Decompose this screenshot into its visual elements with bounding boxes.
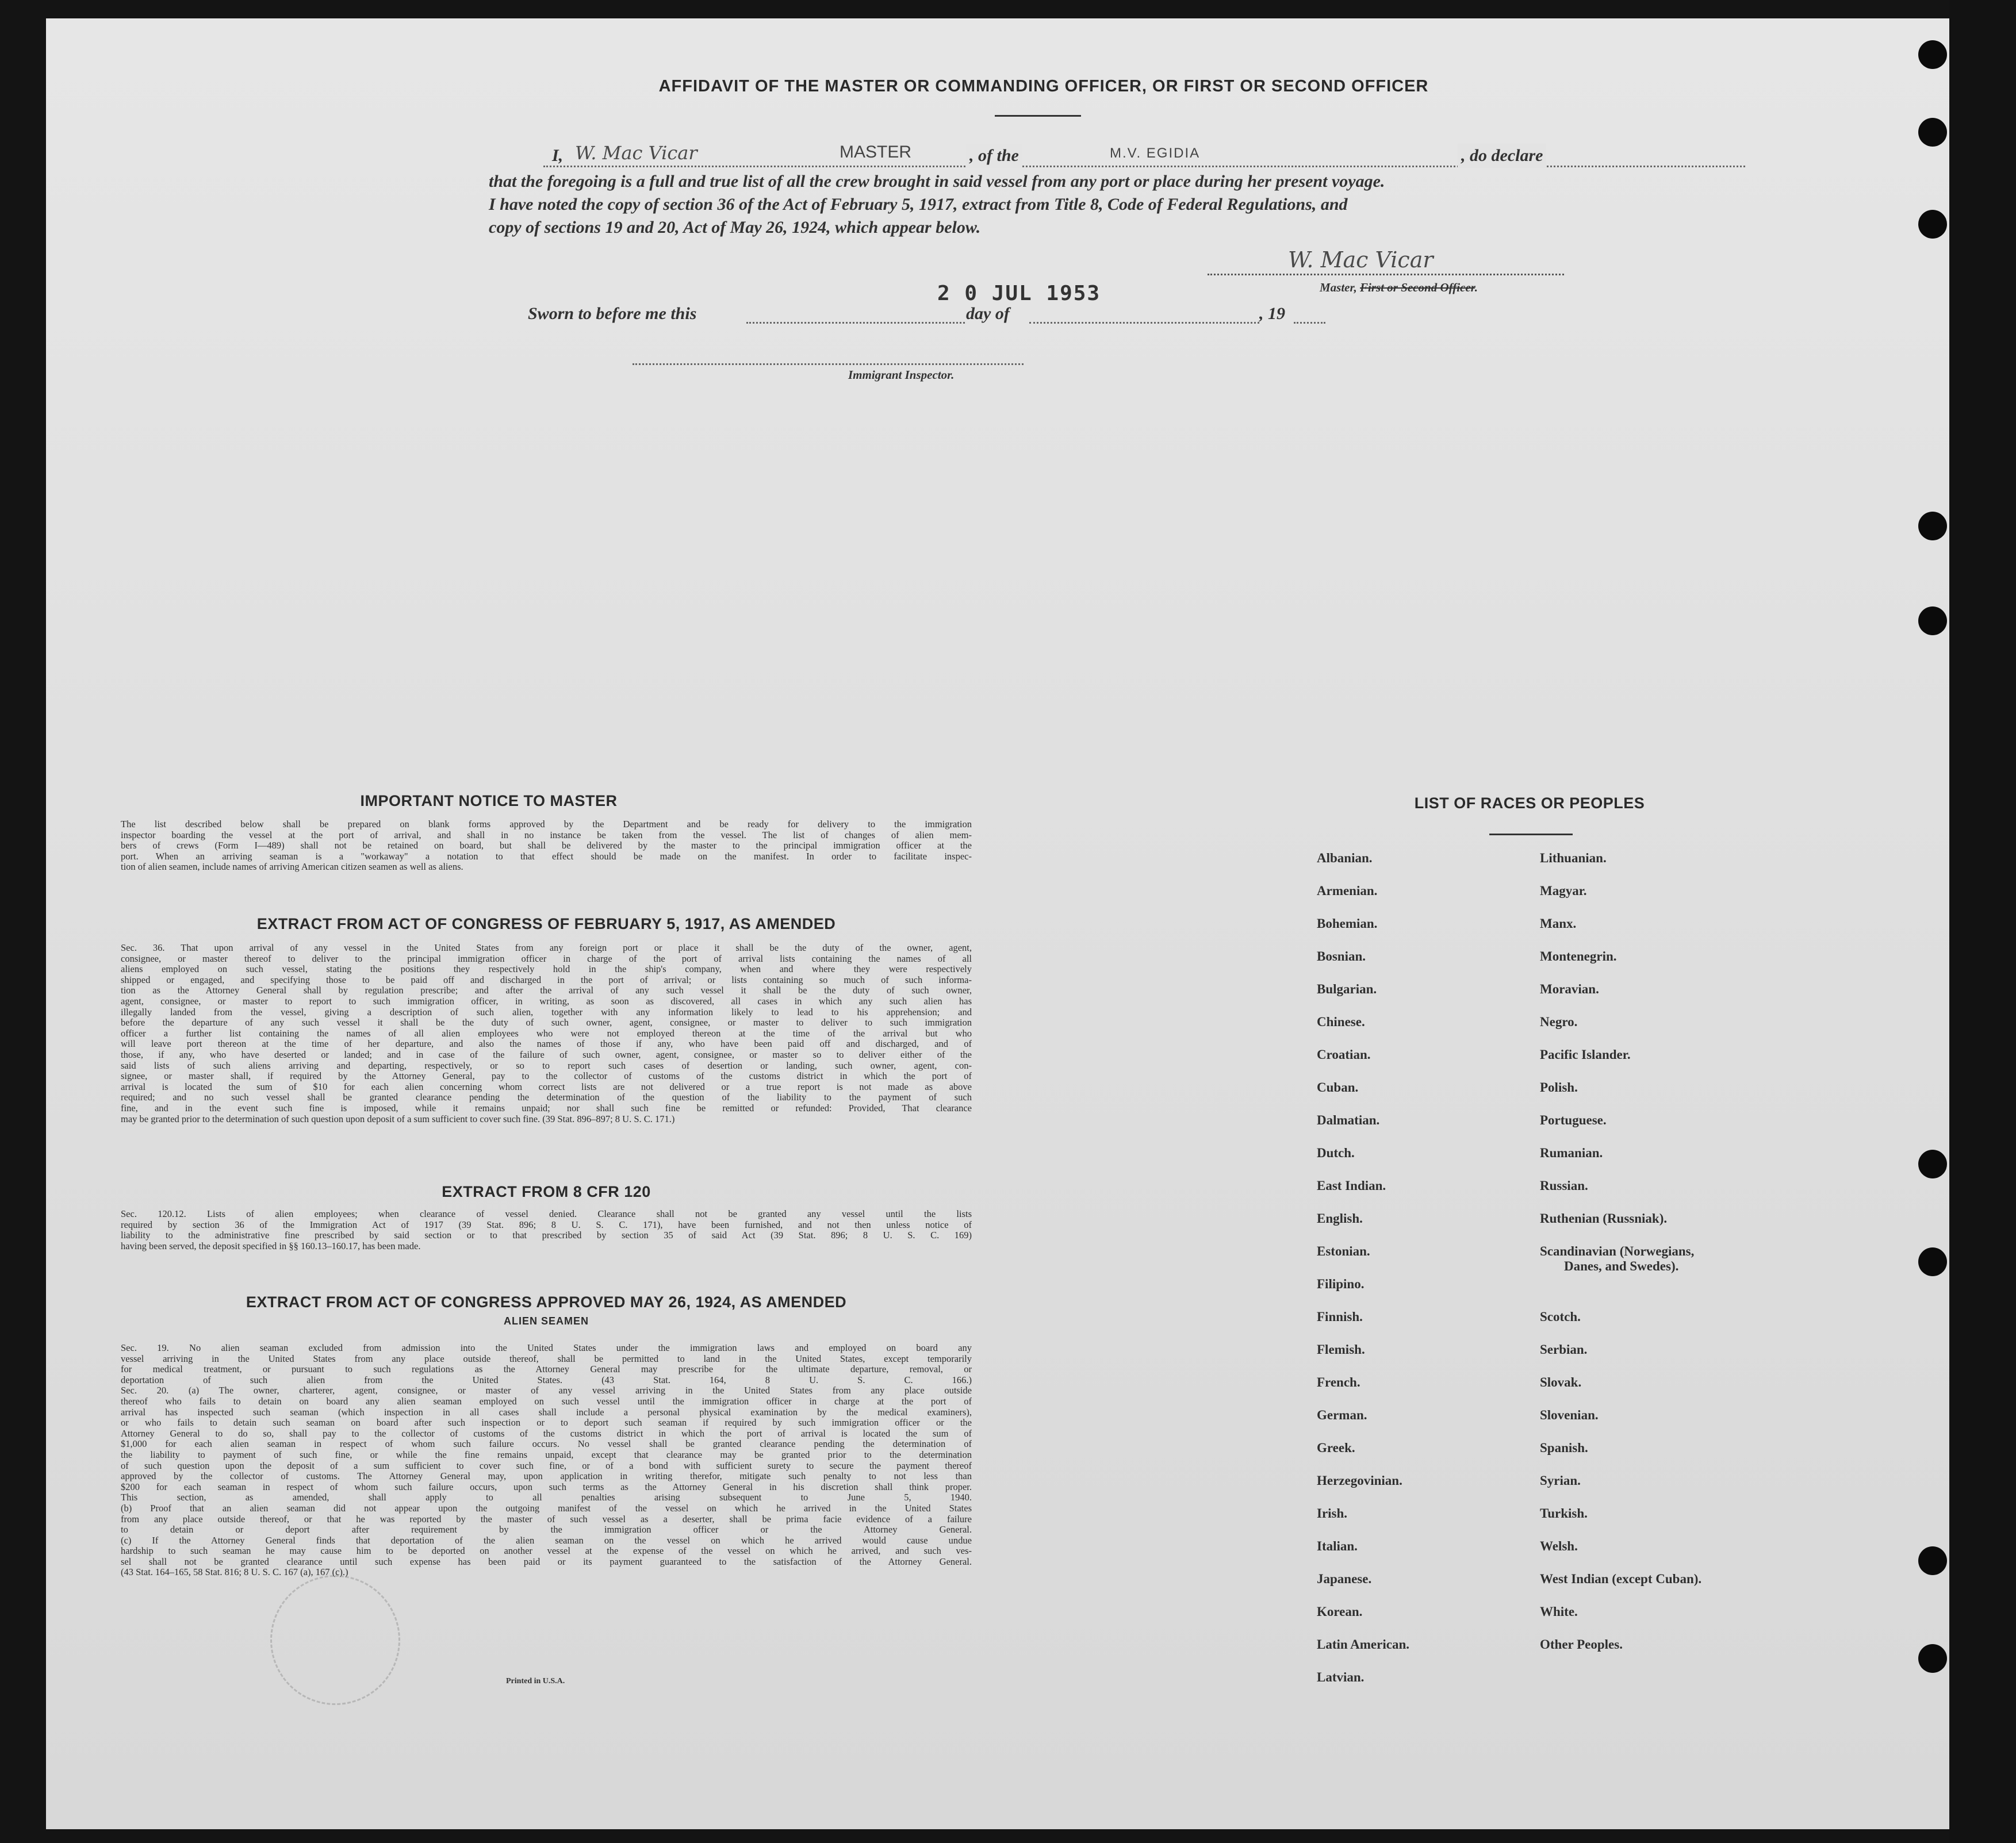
signature-caption: Master, First or Second Officer. xyxy=(1320,281,1478,294)
notice-title: IMPORTANT NOTICE TO MASTER xyxy=(360,792,618,809)
act1917-line: shipped or engaged, and specifying those to be paid off and discharged in the port of arrival; or lists containing so much of such informa- xyxy=(121,974,972,985)
race-item: Lithuanian. xyxy=(1540,851,1607,865)
binder-hole xyxy=(1918,1644,1947,1673)
notice-line: tion of alien seamen, include names of arriving American citizen seamen as well as aliens. xyxy=(121,861,463,873)
act1924-line: or who fails to detain such seaman on board after such inspection or to deport such seaman if required by such immigration officer or the xyxy=(121,1417,972,1429)
race-item: Flemish. xyxy=(1317,1342,1365,1357)
race-item: Japanese. xyxy=(1317,1572,1372,1586)
race-item: Herzegovinian. xyxy=(1317,1473,1402,1488)
race-item: Manx. xyxy=(1540,916,1577,931)
binder-hole xyxy=(1918,40,1947,69)
notice-line: The list described below shall be prepared on blank forms approved by the Department and be ready for delivery to the immigration xyxy=(121,819,972,830)
title-rule xyxy=(995,115,1081,117)
affidavit-line-3: I have noted the copy of section 36 of the Act of February 5, 1917, extract from Title 8, Code of Federal Regulations, and xyxy=(489,195,1348,214)
affidavit-line-4: copy of sections 19 and 20, Act of May 26, 1924, which appear below. xyxy=(489,218,981,237)
cfr-title: EXTRACT FROM 8 CFR 120 xyxy=(442,1183,651,1200)
binder-hole xyxy=(1918,1247,1947,1276)
notice-line: port. When an arriving seaman is a "workaway" a notation to that effect should be made on the manifest. In order to facilitate inspec- xyxy=(121,850,972,862)
race-item: Bosnian. xyxy=(1317,949,1366,963)
race-item: Negro. xyxy=(1540,1015,1578,1029)
race-item: Irish. xyxy=(1317,1506,1348,1521)
race-item: Ruthenian (Russniak). xyxy=(1540,1211,1668,1226)
act1924-line: the liability to payment of such fine, or while the fine remains unpaid, except that clearance may be granted prior to the determination xyxy=(121,1449,972,1460)
date-stamp: 2 0 JUL 1953 xyxy=(937,282,1101,305)
race-item: Bulgarian. xyxy=(1317,982,1377,996)
act1917-line: may be granted prior to the determination of such question upon deposit of a sum sufficient to cover such fine. (39 Stat. 896–897; 8 U. S. C. 171.) xyxy=(121,1113,675,1124)
race-item: Montenegrin. xyxy=(1540,949,1617,963)
race-item: English. xyxy=(1317,1211,1363,1226)
act1917-line: aliens employed on such vessel, stating the positions they respectively hold in the ship's company, when and where they were respectively xyxy=(121,963,972,975)
races-title: LIST OF RACES OR PEOPLES xyxy=(1414,794,1645,812)
race-item: Chinese. xyxy=(1317,1015,1365,1029)
notice-body xyxy=(121,819,972,873)
printed-in-usa: Printed in U.S.A. xyxy=(506,1677,565,1685)
act1924-line: of such question upon the deposit of a sum sufficient to cover such fine, or of a bond with sufficient surety to secure the payment thereof xyxy=(121,1460,972,1471)
act1924-line: $1,000 for each alien seaman in respect of whom such failure occurs. No vessel shall be granted clearance pending the determination of xyxy=(121,1438,972,1450)
inspector-line xyxy=(633,363,1024,365)
act1917-line: tion as the Attorney General shall by regulation prescribe; and after the arrival of any such vessel it shall be the duty of such owner, xyxy=(121,985,972,996)
race-item: Finnish. xyxy=(1317,1310,1363,1324)
act1924-line: approved by the collector of customs. The Attorney General may, upon application in writing therefor, mitigate such penalty to not less than xyxy=(121,1470,972,1482)
race-item: Filipino. xyxy=(1317,1277,1365,1291)
act1924-line: vessel arriving in the United States from any place outside thereof, shall be permitted to land in the United States, except temporarily xyxy=(121,1353,972,1364)
race-item: Slovak. xyxy=(1540,1375,1582,1389)
vessel-name: M.V. EGIDIA xyxy=(1110,145,1201,161)
race-item: Russian. xyxy=(1540,1178,1588,1193)
act1917-line: those, if any, who have deserted or landed; and in case of the failure of such owner, agent, consignee, or master so to deliver either of the xyxy=(121,1049,972,1060)
master-signature: W. Mac Vicar xyxy=(1288,247,1434,272)
race-item: Dalmatian. xyxy=(1317,1113,1380,1127)
master-rank: MASTER xyxy=(840,143,912,162)
race-item: Greek. xyxy=(1317,1441,1355,1455)
affidavit-line-2: that the foregoing is a full and true list of all the crew brought in said vessel from any port or place during her present voyage. xyxy=(489,172,1385,191)
race-item: White. xyxy=(1540,1604,1578,1619)
signature-line xyxy=(1208,274,1564,275)
race-item: Cuban. xyxy=(1317,1080,1359,1095)
cfr-line: having been served, the deposit specified in §§ 160.13–160.17, has been made. xyxy=(121,1240,421,1251)
inspector-caption: Immigrant Inspector. xyxy=(848,368,955,382)
declare-label: , do declare xyxy=(1458,144,1546,168)
race-item: German. xyxy=(1317,1408,1367,1422)
binder-hole xyxy=(1918,118,1947,147)
race-item: Welsh. xyxy=(1540,1539,1578,1553)
act1924-title: EXTRACT FROM ACT OF CONGRESS APPROVED MAY 26, 1924, AS AMENDED xyxy=(246,1293,847,1311)
act1917-line: required; and no such vessel shall be granted clearance pending the determination of the question of the liability to the payment of such xyxy=(121,1092,972,1103)
master-name: W. Mac Vicar xyxy=(575,142,697,164)
act1924-line: for medical treatment, or pursuant to such regulations as the Attorney General may prescribe for the ultimate departure, removal, or xyxy=(121,1364,972,1375)
race-item: Serbian. xyxy=(1540,1342,1588,1357)
declaration-dotted-line xyxy=(543,166,1745,167)
binder-hole xyxy=(1918,1150,1947,1178)
race-item: Italian. xyxy=(1317,1539,1358,1553)
act1924-line: from any place outside thereof, or that he was reported by the master of such vessel as a deserter, shall be prima facie evidence of a failure xyxy=(121,1513,972,1525)
act1924-line: hardship to such seaman he may cause him to be deported on another vessel at the expense of the vessel on which he arrived, and such ves- xyxy=(121,1545,972,1557)
act1924-line: thereof who fails to detain on board any alien seaman employed on such vessel until the immigration officer in charge at the port of xyxy=(121,1395,972,1407)
cfr-line: Sec. 120.12. Lists of alien employees; when clearance of vessel denied. Clearance shall not be granted any vessel until the lists xyxy=(121,1208,972,1219)
race-item: Albanian. xyxy=(1317,851,1373,865)
of-the-label: , of the xyxy=(966,144,1022,168)
act1924-line: This section, as amended, shall apply to all penalties arising subsequent to June 5, 1940. xyxy=(121,1492,972,1503)
races-rule xyxy=(1489,834,1573,835)
notice-line: inspector boarding the vessel at the port of arrival, and shall in no instance be taken from the vessel. The list of changes of alien mem- xyxy=(121,829,972,840)
race-item: Latvian. xyxy=(1317,1670,1365,1684)
sworn-label: Sworn to before me this xyxy=(528,304,697,323)
race-item: Croatian. xyxy=(1317,1047,1371,1062)
binder-hole xyxy=(1918,606,1947,635)
act1924-line: sel shall not be granted clearance until such expense has been paid or its payment guaranteed to the satisfaction of the Attorney General. xyxy=(121,1556,972,1567)
act1917-line: officer a further list containing the names of all alien employees who were not employed thereon at the time of the arrival but who xyxy=(121,1027,972,1039)
act1924-line: deportation of such alien from the United States. (43 Stat. 164, 8 U. S. C. 166.) xyxy=(121,1374,972,1385)
race-item: Armenian. xyxy=(1317,884,1378,898)
notice-line: bers of crews (Form I—489) shall not be retained on board, but shall be delivered by the master to the principal immigration officer at the xyxy=(121,840,972,851)
race-item: Pacific Islander. xyxy=(1540,1047,1631,1062)
binder-hole xyxy=(1918,210,1947,239)
cfr-body xyxy=(121,1209,972,1251)
affidavit-title: AFFIDAVIT OF THE MASTER OR COMMANDING OFFICER, OR FIRST OR SECOND OFFICER xyxy=(658,77,1429,95)
race-item: Dutch. xyxy=(1317,1146,1355,1160)
act1917-line: before the departure of any such vessel it shall be the duty of such owner, agent, consignee, or master to deliver to such immigration xyxy=(121,1017,972,1028)
race-item: Korean. xyxy=(1317,1604,1363,1619)
act1924-line: (c) If the Attorney General finds that deportation of the alien seaman on the vessel on which he arrived would cause undue xyxy=(121,1534,972,1546)
act1924-line: $200 for each seaman in respect of whom such failure occurs, upon such terms as the Attorney General in his discretion shall think proper. xyxy=(121,1481,972,1492)
act1924-line: arrival has inspected such seaman (which inspection in all cases shall include a personal physical examination by the medical examiners), xyxy=(121,1406,972,1418)
race-item: Portuguese. xyxy=(1540,1113,1607,1127)
race-item: East Indian. xyxy=(1317,1178,1386,1193)
act1917-body xyxy=(121,943,972,1124)
act1917-line: Sec. 36. That upon arrival of any vessel in the United States from any foreign port or place it shall be the duty of the owner, agent, xyxy=(121,942,972,953)
race-item: West Indian (except Cuban). xyxy=(1540,1572,1702,1586)
act1917-line: consignee, or master thereof to deliver to the principal immigration officer in charge of the port of arrival lists containing the names of all xyxy=(121,953,972,964)
day-of-label: day of xyxy=(966,304,1010,323)
race-item: Scandinavian (Norwegians, xyxy=(1540,1244,1695,1258)
binder-hole xyxy=(1918,512,1947,540)
race-item: Magyar. xyxy=(1540,884,1587,898)
year-label: , 19 xyxy=(1259,304,1285,323)
act1924-line: (b) Proof that an alien seaman did not appear upon the outgoing manifest of the vessel on which he arrived in the United States xyxy=(121,1502,972,1514)
act1924-line: (43 Stat. 164–165, 58 Stat. 816; 8 U. S. C. 167 (a), 167 (c).) xyxy=(121,1566,348,1578)
race-item: Turkish. xyxy=(1540,1506,1588,1521)
act1924-line: to detain or deport after requirement by the immigration officer or the Attorney General. xyxy=(121,1524,972,1535)
act1924-line: Sec. 20. (a) The owner, charterer, agent, consignee, or master of any vessel arriving in the United States from any place outside xyxy=(121,1385,972,1396)
race-item: Latin American. xyxy=(1317,1637,1409,1652)
act1924-line: Attorney General to do so, shall pay to the collector of customs of the customs district in which the port of arrival is located the sum of xyxy=(121,1427,972,1439)
act1924-body xyxy=(121,1343,972,1578)
race-item: Rumanian. xyxy=(1540,1146,1603,1160)
affidavit-i: I, xyxy=(552,146,564,165)
race-item: Moravian. xyxy=(1540,982,1599,996)
page-edge xyxy=(1949,0,2016,1843)
race-item: Spanish. xyxy=(1540,1441,1588,1455)
binder-hole xyxy=(1918,1546,1947,1575)
act1924-subtitle: ALIEN SEAMEN xyxy=(503,1315,589,1327)
act1917-line: arrival is located the sum of $10 for each alien concerning whom correct lists are not delivered or a true report is not made as above xyxy=(121,1081,972,1092)
faint-seal xyxy=(270,1575,400,1705)
act1917-line: illegally landed from the vessel, giving a description of such alien, together with any information likely to lead to his apprehension; and xyxy=(121,1006,972,1018)
race-item: Syrian. xyxy=(1540,1473,1581,1488)
act1917-title: EXTRACT FROM ACT OF CONGRESS OF FEBRUARY 5, 1917, AS AMENDED xyxy=(256,915,836,932)
cfr-line: required by section 36 of the Immigration Act of 1917 (39 Stat. 896; 8 U. S. C. 171), have been furnished, and not then unless notice of xyxy=(121,1219,972,1230)
race-item: Scotch. xyxy=(1540,1310,1581,1324)
race-item: Estonian. xyxy=(1317,1244,1370,1258)
race-item: Bohemian. xyxy=(1317,916,1378,931)
act1917-line: fine, and in the event such fine is imposed, while it remains unpaid; nor shall such fine be remitted or refunded: Provided, That clearance xyxy=(121,1102,972,1114)
act1917-line: signee, or master shall, if required by the Attorney General, pay to the collector of customs of the customs district in which the port of xyxy=(121,1070,972,1082)
act1917-line: agent, consignee, or master to report to such immigration officer, in writing, as soon as discovered, all cases in which any such alien has xyxy=(121,995,972,1007)
race-item: Other Peoples. xyxy=(1540,1637,1623,1652)
act1917-line: said lists of such aliens arriving and departing, respectively, or so to report such cases of desertion or landing, such owner, agent, con- xyxy=(121,1059,972,1071)
act1924-line: Sec. 19. No alien seaman excluded from admission into the United States under the immigration laws and employed on board any xyxy=(121,1342,972,1353)
race-item: Slovenian. xyxy=(1540,1408,1599,1422)
race-item: Polish. xyxy=(1540,1080,1578,1095)
act1917-line: will leave port thereon at the time of her departure, and also the names of those if any, who have been paid off and discharged, and of xyxy=(121,1038,972,1050)
race-item: French. xyxy=(1317,1375,1360,1389)
race-item-continuation: Danes, and Swedes). xyxy=(1564,1259,1679,1273)
cfr-line: liability to the administrative fine prescribed by said section or to that prescribed by section 35 of said Act (39 Stat. 896; 8 U. S. C. 169) xyxy=(121,1230,972,1241)
